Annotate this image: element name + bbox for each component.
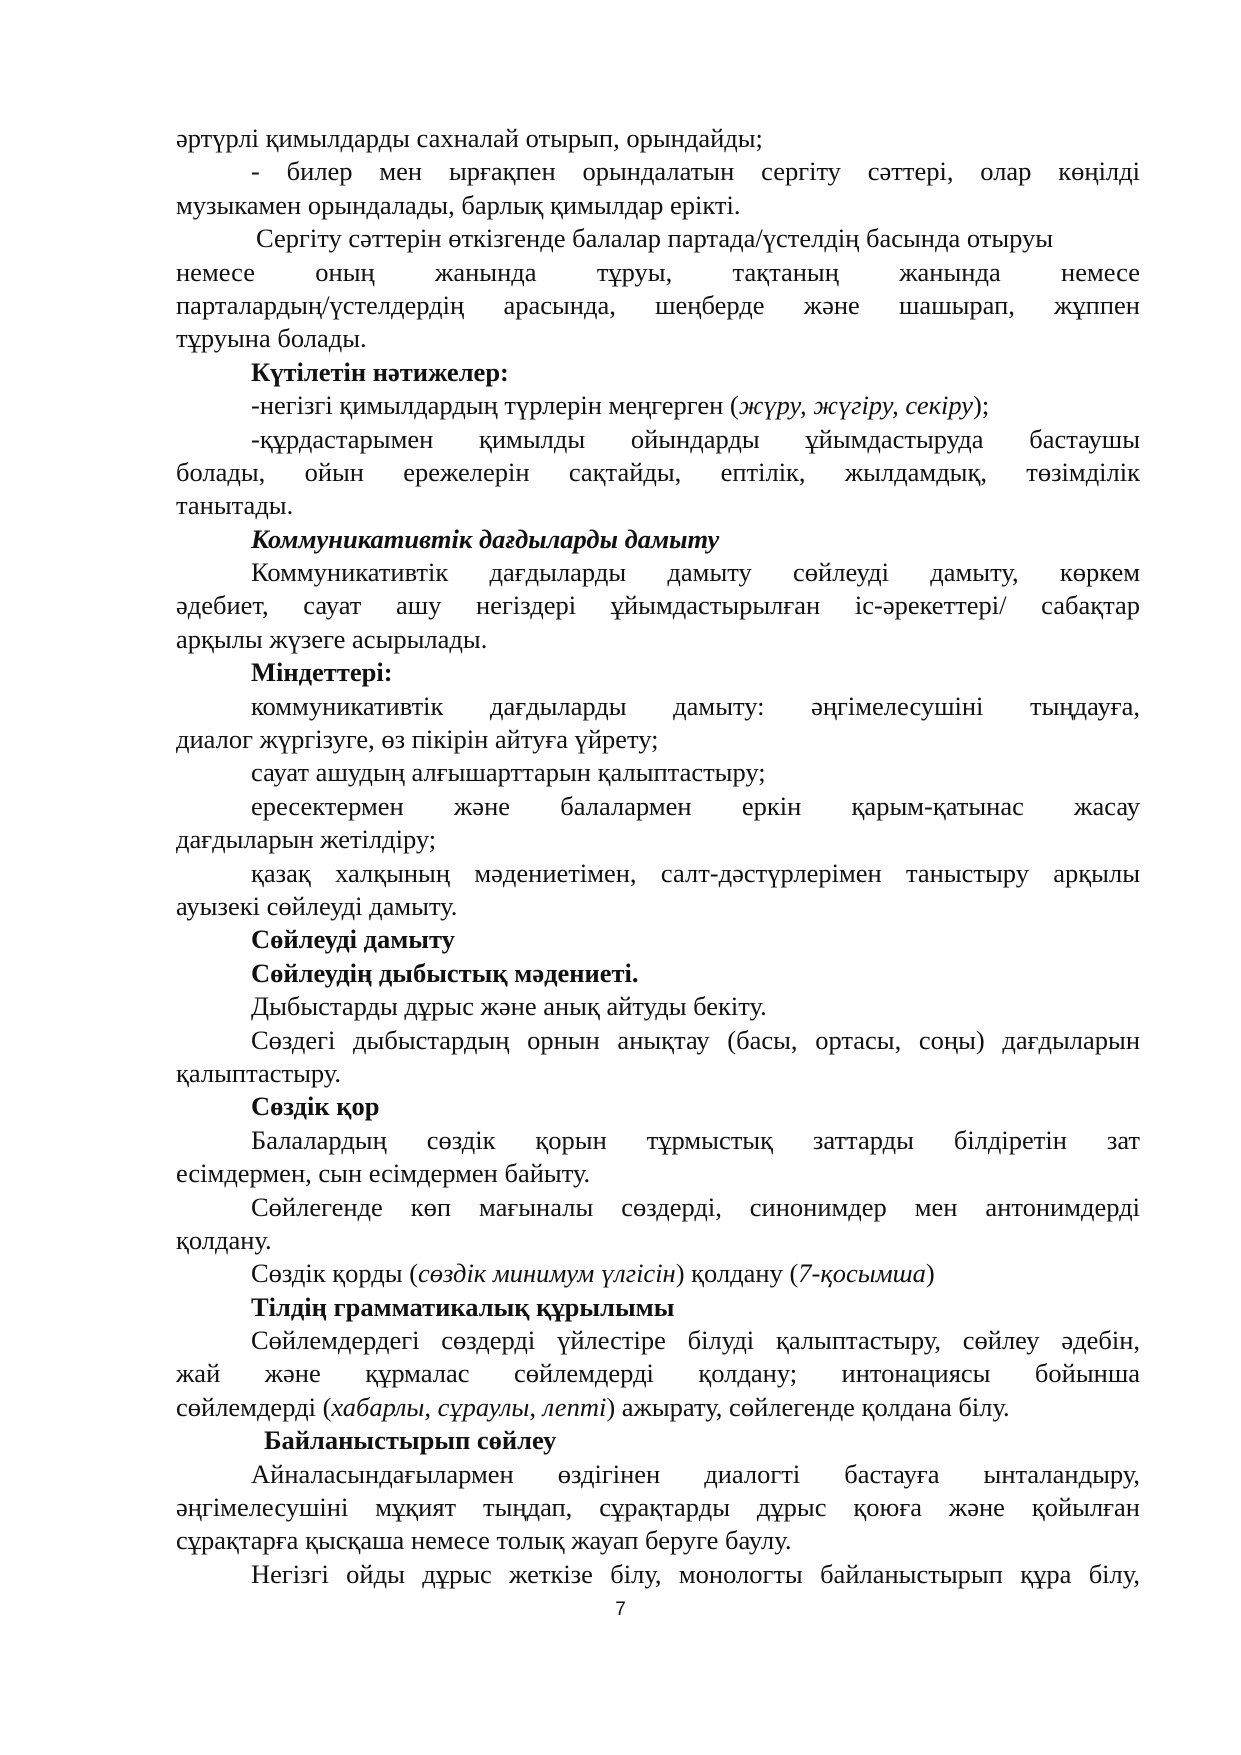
text-line [176, 389, 1140, 422]
section-heading: Байланыстырып сөйлеу [264, 1425, 557, 1456]
section-heading: Сөздік қор [251, 1091, 380, 1122]
text-line: Айналасындағылармен өздігінен диалогті бастауға ынталандыру, [251, 1458, 1140, 1489]
text-line: диалог жүргізуге, өз пікірін айтуға үйрету; [176, 724, 659, 755]
text-span: -негізгі қимылдардың түрлерін меңгерген ( [251, 390, 739, 421]
text-line: Сергіту сәттерін өткізгенде балалар партада/үстелдің басында отыруы [256, 223, 1054, 254]
text-line: Негізгі ойды дұрыс жеткізе білу, монологты байланыстырып құра білу, [251, 1558, 1140, 1589]
text-span: ) [925, 1258, 935, 1289]
text-line: дағдыларын жетілдіру; [176, 824, 437, 855]
text-span: сөйлемдерді ( [176, 1391, 332, 1422]
text-span: Сөздік қорды ( [251, 1258, 419, 1289]
text-line [176, 1257, 1140, 1290]
text-line: коммуникативтік дағдыларды дамыту: әңгімелесушіні тыңдауға, [251, 690, 1140, 721]
page-number: 7 [615, 1599, 626, 1620]
text-line: сұрақтарға қысқаша немесе толық жауап беруге баулу. [176, 1525, 792, 1556]
text-span: ); [973, 390, 990, 421]
italic-span: хабарлы, сұраулы, лепті [331, 1391, 607, 1422]
text-line [176, 1391, 1140, 1424]
text-line: әртүрлі қимылдарды сахналай отырып, орындайды; [176, 123, 763, 153]
text-line: тұруына болады. [176, 323, 367, 354]
text-line: Балалардың сөздік қорын тұрмыстық заттарды білдіретін зат [251, 1124, 1140, 1155]
text-line: Сөйлемдердегі сөздерді үйлестіре білуді қалыптастыру, сөйлеу әдебін, [251, 1325, 1140, 1356]
text-line: танытады. [176, 490, 294, 521]
text-line: Коммуникативтік дағдыларды дамыту сөйлеуді дамыту, көркем [251, 557, 1140, 588]
text-line: арқылы жүзеге асырылады. [176, 623, 488, 654]
text-line: есімдермен, сын есімдермен байыту. [176, 1158, 591, 1189]
text-span: ) қолдану ( [675, 1258, 799, 1289]
text-line: музыкамен орындалады, барлық қимылдар ерікті. [176, 189, 741, 220]
text-line: қолдану. [176, 1224, 272, 1255]
text-line: Сөйлегенде көп мағыналы сөздерді, синонимдер мен антонимдерді [251, 1191, 1140, 1222]
text-line: -құрдастарымен қимылды ойындарды ұйымдастыруда бастаушы [251, 423, 1140, 454]
text-line: қазақ халқының мәдениетімен, салт-дәстүрлерімен таныстыру арқылы [251, 857, 1140, 888]
text-line: әңгімелесушіні мұқият тыңдап, сұрақтарды дұрыс қоюға және қойылған [176, 1492, 1140, 1523]
text-line: - билер мен ырғақпен орындалатын сергіту сәттері, олар көңілді [251, 156, 1140, 187]
text-line: парталардың/үстелдердің арасында, шеңберде және шашырап, жұппен [176, 289, 1140, 320]
text-line: Сөздегі дыбыстардың орнын анықтау (басы, ортасы, соңы) дағдыларын [251, 1024, 1140, 1055]
text-line: ауызекі сөйлеуді дамыту. [176, 890, 458, 921]
section-heading: Коммуникативтік дағдыларды дамыту [251, 523, 720, 554]
text-line: сауат ашудың алғышарттарын қалыптастыру; [251, 757, 766, 788]
section-heading: Міндеттері: [251, 657, 393, 688]
text-line: ересектермен және балалармен еркін қарым-қатынас жасау [251, 790, 1140, 821]
italic-span: жүру, жүгіру, секіру [738, 390, 974, 421]
section-heading: Сөйлеудің дыбыстық мәдениеті. [251, 957, 639, 988]
document-page [176, 122, 1140, 1591]
section-heading: Тілдің грамматикалық құрылымы [251, 1291, 675, 1322]
section-heading: Күтілетін нәтижелер: [251, 356, 509, 387]
text-span: ) ажырату, сөйлегенде қолдана білу. [606, 1391, 1010, 1422]
text-line: әдебиет, сауат ашу негіздері ұйымдастырылған іс-әрекеттері/ сабақтар [176, 590, 1140, 621]
text-line: немесе оның жанында тұруы, тақтаның жанында немесе [176, 256, 1140, 287]
section-heading: Сөйлеуді дамыту [251, 924, 455, 955]
text-line: Дыбыстарды дұрыс және анық айтуды бекіту. [251, 991, 767, 1022]
italic-span: сөздік минимум үлгісін [418, 1258, 676, 1289]
text-line: қалыптастыру. [176, 1057, 342, 1088]
italic-span: 7-қосымша [798, 1258, 926, 1289]
text-line: жай және құрмалас сөйлемдерді қолдану; интонациясы бойынша [176, 1358, 1140, 1389]
text-line: болады, ойын ережелерін сақтайды, ептілік, жылдамдық, төзімділік [176, 456, 1140, 487]
